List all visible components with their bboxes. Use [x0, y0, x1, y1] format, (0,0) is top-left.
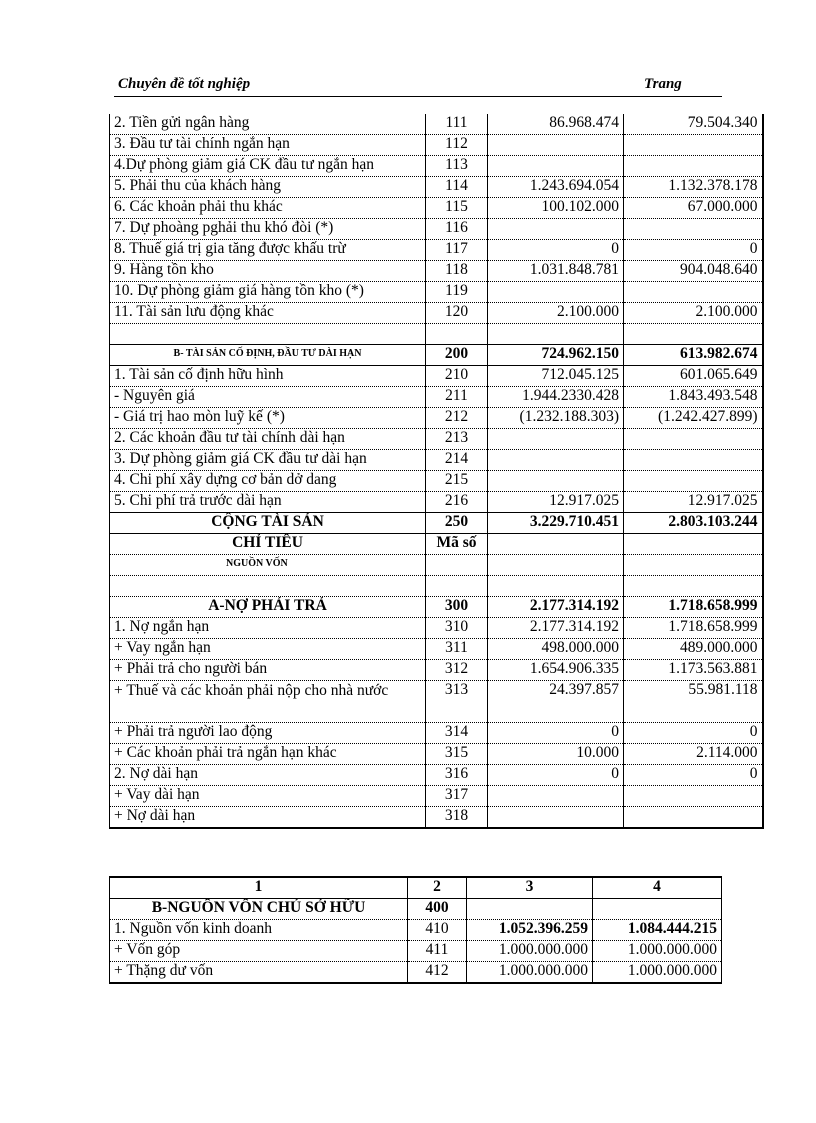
- table-row: [110, 471, 763, 492]
- table-row: [110, 492, 763, 513]
- table-row: [110, 555, 763, 576]
- row-value-current: 86.968.474: [488, 114, 624, 135]
- row-label: 6. Các khoản phải thu khác: [110, 198, 426, 219]
- row-label: - Nguyên giá: [110, 387, 426, 408]
- table-row: [110, 366, 763, 387]
- row-code: 400: [408, 899, 467, 920]
- row-value-previous: 12.917.025: [624, 492, 763, 513]
- equity-header-row: [110, 877, 722, 899]
- row-value-current: 10.000: [488, 744, 624, 765]
- row-value-previous: 1.718.658.999: [624, 618, 763, 639]
- row-value-previous: 2.114.000: [624, 744, 763, 765]
- row-value-current: 3.229.710.451: [488, 513, 624, 534]
- row-value-previous: 0: [624, 240, 763, 261]
- page-header: [114, 76, 722, 97]
- row-value-current: 1.243.694.054: [488, 177, 624, 198]
- table-row: [110, 899, 722, 920]
- row-value-current: 1.000.000.000: [467, 962, 593, 984]
- row-label: + Thuế và các khoản phải nộp cho nhà nước: [110, 681, 426, 723]
- table-row: [110, 135, 763, 156]
- column-header-2: 2: [408, 877, 467, 899]
- row-value-current: [488, 534, 624, 555]
- row-label: + Phải trả người lao động: [110, 723, 426, 744]
- row-label: 11. Tài sản lưu động khác: [110, 303, 426, 324]
- table-row: [110, 807, 763, 829]
- table-row: [110, 303, 763, 324]
- table-row: [110, 534, 763, 555]
- row-code: 215: [426, 471, 488, 492]
- row-label: 7. Dự phoàng pghải thu khó đòi (*): [110, 219, 426, 240]
- row-value-previous: 601.065.649: [624, 366, 763, 387]
- row-code: 317: [426, 786, 488, 807]
- row-code: 213: [426, 429, 488, 450]
- row-value-previous: [624, 471, 763, 492]
- table-row: [110, 345, 763, 366]
- row-value-current: 2.177.314.192: [488, 597, 624, 618]
- row-label: 9. Hàng tồn kho: [110, 261, 426, 282]
- table-row: [110, 177, 763, 198]
- table-row: [110, 408, 763, 429]
- table-row: [110, 324, 763, 345]
- row-value-current: [488, 555, 624, 576]
- row-value-current: 24.397.857: [488, 681, 624, 723]
- row-code: 113: [426, 156, 488, 177]
- column-header-3: 3: [467, 877, 593, 899]
- table-row: [110, 618, 763, 639]
- table-row: [110, 513, 763, 534]
- table-row: [110, 639, 763, 660]
- row-value-current: [488, 219, 624, 240]
- row-value-current: 0: [488, 240, 624, 261]
- table-row: [110, 156, 763, 177]
- row-value-current: [488, 324, 624, 345]
- row-code: 114: [426, 177, 488, 198]
- row-code: 112: [426, 135, 488, 156]
- row-value-previous: 1.173.563.881: [624, 660, 763, 681]
- row-value-current: [467, 899, 593, 920]
- document-title: Chuyên đề tốt nghiệp: [118, 76, 251, 92]
- row-value-current: 1.944.2330.428: [488, 387, 624, 408]
- row-value-current: [488, 471, 624, 492]
- table-row: [110, 429, 763, 450]
- row-label: 2. Các khoản đầu tư tài chính dài hạn: [110, 429, 426, 450]
- row-label: 2. Nợ dài hạn: [110, 765, 426, 786]
- table-row: [110, 941, 722, 962]
- row-label: + Vốn góp: [110, 941, 408, 962]
- row-label: + Vay dài hạn: [110, 786, 426, 807]
- row-value-previous: 2.803.103.244: [624, 513, 763, 534]
- row-value-current: [488, 282, 624, 303]
- row-label: 1. Nợ ngắn hạn: [110, 618, 426, 639]
- balance-sheet-body: [110, 114, 763, 828]
- equity-table: [109, 876, 722, 984]
- row-label: + Nợ dài hạn: [110, 807, 426, 829]
- row-value-current: 712.045.125: [488, 366, 624, 387]
- row-label: + Vay ngắn hạn: [110, 639, 426, 660]
- row-value-current: 12.917.025: [488, 492, 624, 513]
- row-label: + Các khoản phải trả ngắn hạn khác: [110, 744, 426, 765]
- row-value-current: (1.232.188.303): [488, 408, 624, 429]
- row-value-previous: [624, 786, 763, 807]
- table-row: [110, 282, 763, 303]
- row-value-current: [488, 429, 624, 450]
- row-code: 311: [426, 639, 488, 660]
- row-code: 214: [426, 450, 488, 471]
- row-value-current: [488, 576, 624, 597]
- row-code: 310: [426, 618, 488, 639]
- row-code: 200: [426, 345, 488, 366]
- row-label: CỘNG TÀI SẢN: [110, 513, 426, 534]
- row-code: 316: [426, 765, 488, 786]
- table-row: [110, 597, 763, 618]
- row-code: 118: [426, 261, 488, 282]
- row-value-previous: [624, 534, 763, 555]
- row-code: 410: [408, 920, 467, 941]
- row-code: 300: [426, 597, 488, 618]
- row-value-previous: 1.132.378.178: [624, 177, 763, 198]
- row-value-previous: [624, 282, 763, 303]
- row-value-previous: 0: [624, 723, 763, 744]
- row-value-current: [488, 450, 624, 471]
- row-value-current: 100.102.000: [488, 198, 624, 219]
- row-label: 2. Tiền gửi ngân hàng: [110, 114, 426, 135]
- row-code: 210: [426, 366, 488, 387]
- row-label: + Thặng dư vốn: [110, 962, 408, 984]
- row-value-previous: [593, 899, 722, 920]
- row-code: [426, 576, 488, 597]
- row-code: 315: [426, 744, 488, 765]
- column-header-4: 4: [593, 877, 722, 899]
- row-code: 117: [426, 240, 488, 261]
- row-label: 1. Tài sản cố định hữu hình: [110, 366, 426, 387]
- row-label: B- TÀI SẢN CỐ ĐỊNH, ĐẦU TƯ DÀI HẠN: [110, 345, 426, 366]
- row-value-current: 2.177.314.192: [488, 618, 624, 639]
- row-code: 318: [426, 807, 488, 829]
- table-row: [110, 387, 763, 408]
- table-row: [110, 786, 763, 807]
- row-code: 116: [426, 219, 488, 240]
- row-value-previous: [624, 156, 763, 177]
- row-label: NGUỒN VỐN: [110, 555, 426, 576]
- row-value-previous: 0: [624, 765, 763, 786]
- balance-sheet-table: [109, 114, 764, 829]
- table-row: [110, 219, 763, 240]
- column-header-1: 1: [110, 877, 408, 899]
- row-value-previous: 79.504.340: [624, 114, 763, 135]
- row-label: + Phải trả cho người bán: [110, 660, 426, 681]
- row-code: [426, 324, 488, 345]
- row-value-previous: 489.000.000: [624, 639, 763, 660]
- row-value-current: 0: [488, 723, 624, 744]
- row-label: 1. Nguồn vốn kinh doanh: [110, 920, 408, 941]
- row-code: 312: [426, 660, 488, 681]
- equity-table-body: [110, 877, 722, 983]
- row-code: 211: [426, 387, 488, 408]
- row-label: 3. Dự phòng giảm giá CK đầu tư dài hạn: [110, 450, 426, 471]
- row-value-previous: 613.982.674: [624, 345, 763, 366]
- row-label: A-NỢ PHẢI TRẢ: [110, 597, 426, 618]
- row-value-current: 0: [488, 765, 624, 786]
- row-label: 4. Chi phí xây dựng cơ bản dở dang: [110, 471, 426, 492]
- table-row: [110, 744, 763, 765]
- row-value-previous: [624, 555, 763, 576]
- row-code: 120: [426, 303, 488, 324]
- row-value-current: 2.100.000: [488, 303, 624, 324]
- row-value-previous: [624, 576, 763, 597]
- row-code: [426, 555, 488, 576]
- table-row: [110, 240, 763, 261]
- row-value-previous: [624, 450, 763, 471]
- table-row: [110, 261, 763, 282]
- row-label: 3. Đầu tư tài chính ngắn hạn: [110, 135, 426, 156]
- row-code: Mã số: [426, 534, 488, 555]
- row-value-previous: [624, 429, 763, 450]
- row-label: 5. Chi phí trả trước dài hạn: [110, 492, 426, 513]
- row-code: 250: [426, 513, 488, 534]
- row-label: - Giá trị hao mòn luỹ kế (*): [110, 408, 426, 429]
- row-value-previous: 55.981.118: [624, 681, 763, 723]
- row-value-current: 1.000.000.000: [467, 941, 593, 962]
- row-value-previous: [624, 324, 763, 345]
- row-code: 115: [426, 198, 488, 219]
- row-value-current: [488, 807, 624, 829]
- row-code: 212: [426, 408, 488, 429]
- row-code: 119: [426, 282, 488, 303]
- row-value-previous: [624, 135, 763, 156]
- row-value-current: 1.031.848.781: [488, 261, 624, 282]
- row-value-previous: 2.100.000: [624, 303, 763, 324]
- row-label: [110, 576, 426, 597]
- row-value-previous: 904.048.640: [624, 261, 763, 282]
- row-code: 314: [426, 723, 488, 744]
- row-value-previous: 1.718.658.999: [624, 597, 763, 618]
- row-label: CHỈ TIÊU: [110, 534, 426, 555]
- row-value-current: 1.052.396.259: [467, 920, 593, 941]
- row-value-previous: 1.000.000.000: [593, 962, 722, 984]
- table-row: [110, 450, 763, 471]
- row-code: 411: [408, 941, 467, 962]
- row-value-current: [488, 135, 624, 156]
- row-value-previous: [624, 219, 763, 240]
- table-row: [110, 920, 722, 941]
- row-value-current: [488, 156, 624, 177]
- row-label: 8. Thuế giá trị gia tăng được khấu trừ: [110, 240, 426, 261]
- table-row: [110, 765, 763, 786]
- row-code: 111: [426, 114, 488, 135]
- row-code: 313: [426, 681, 488, 723]
- row-value-previous: 1.084.444.215: [593, 920, 722, 941]
- page-label: Trang: [644, 76, 682, 92]
- table-row: [110, 198, 763, 219]
- table-row: [110, 723, 763, 744]
- row-label: [110, 324, 426, 345]
- row-value-previous: 1.843.493.548: [624, 387, 763, 408]
- table-row: [110, 114, 763, 135]
- row-value-current: 498.000.000: [488, 639, 624, 660]
- row-label: B-NGUỒN VỐN CHỦ SỞ HỮU: [110, 899, 408, 920]
- table-row: [110, 660, 763, 681]
- table-row: [110, 576, 763, 597]
- row-label: 5. Phải thu của khách hàng: [110, 177, 426, 198]
- row-value-previous: [624, 807, 763, 829]
- table-row: [110, 681, 763, 723]
- row-label: 4.Dự phòng giảm giá CK đầu tư ngắn hạn: [110, 156, 426, 177]
- row-value-previous: 67.000.000: [624, 198, 763, 219]
- row-value-current: [488, 786, 624, 807]
- row-code: 216: [426, 492, 488, 513]
- row-value-previous: 1.000.000.000: [593, 941, 722, 962]
- row-value-current: 1.654.906.335: [488, 660, 624, 681]
- row-code: 412: [408, 962, 467, 984]
- row-value-current: 724.962.150: [488, 345, 624, 366]
- row-label: 10. Dự phòng giảm giá hàng tồn kho (*): [110, 282, 426, 303]
- table-row: [110, 962, 722, 984]
- row-value-previous: (1.242.427.899): [624, 408, 763, 429]
